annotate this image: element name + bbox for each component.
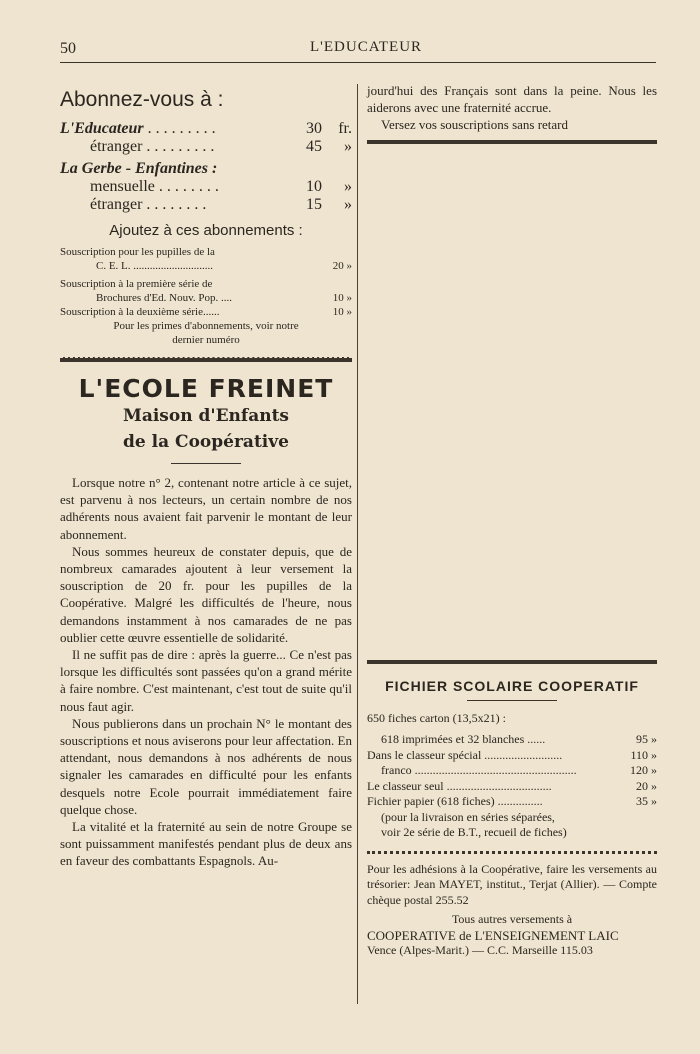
page-number: 50: [60, 40, 76, 57]
fichier-note: voir 2e série de B.T., recueil de fiches): [381, 825, 567, 840]
cooperative-name: COOPERATIVE de L'ENSEIGNEMENT LAIC: [367, 927, 619, 943]
primes-note: dernier numéro: [172, 334, 240, 346]
article-subtitle: Maison d'Enfants: [123, 406, 289, 426]
addon-line: Brochures d'Ed. Nouv. Pop. .... 10 »: [96, 292, 352, 304]
autres-versements: Tous autres versements à: [451, 912, 573, 927]
section-rule: [367, 660, 657, 664]
right-column: [367, 82, 657, 959]
article-paragraph: Nous sommes heureux de constater depuis, que de nombreux camarades ajoutent à leur versement la souscription de 20 fr. pour les pupilles de la Coopérative. Malgré les difficultés de l'heure, nous demandons instamment à nos camarades de ne pas oublier cette œuvre essentielle de solidarité.: [60, 543, 352, 645]
title-rule: [467, 700, 557, 701]
article-closing: Versez vos souscriptions sans retard: [381, 117, 569, 133]
article-paragraph: La vitalité et la fraternité au sein de notre Groupe se sont puissamment manifestés pendant plus de deux ans en faveur des combattants Espagnols. Au-: [60, 819, 352, 869]
journal-title: L'EDUCATEUR: [310, 39, 423, 55]
title-rule: [171, 463, 241, 464]
article-paragraph: Nous publierons dans un prochain N° le montant des souscriptions et nous aviserons pour leur affectation. En attendant, nous demandons à nos adhérents de nous signaler les camarades en difficulté pour les enfants desquels notre Ecole pourrait immédiatement faire quelque chose.: [60, 715, 352, 817]
addon-line: Souscription à la première série de: [60, 278, 213, 290]
subscription-line: étranger . . . . . . . . . 45 »: [90, 138, 352, 155]
article-continuation: jourd'hui des Français sont dans la peine. Nous les aiderons avec une fraternité accrue.: [367, 83, 657, 116]
subscriptions-title: Abonnez-vous à :: [60, 88, 224, 111]
addons-list: [60, 245, 352, 347]
dotted-rule: [367, 851, 657, 854]
subscription-line: L'Educateur . . . . . . . . . 30 fr.: [60, 120, 352, 137]
primes-note: Pour les primes d'abonnements, voir notre: [113, 320, 299, 332]
article-paragraph: Lorsque notre n° 2, contenant notre article à ce sujet, est parvenu à nos lecteurs, un certain nombre de nos adhérents nous avaient fait parvenir le montant de leur abonnement.: [60, 475, 352, 542]
article-paragraph: Il ne suffit pas de dire : après la guerre... Ce n'est pas lorsque les difficultés sont passées qu'on a grand mérite à faire nombre. C'est maintenant, c'est tout de suite qu'il nous faut agir.: [60, 647, 352, 714]
fichier-row: Le classeur seul ................................... 20 »: [367, 778, 657, 793]
article-title: L'ECOLE FREINET: [78, 374, 334, 403]
fichier-row: franco ...................................................... 120 »: [381, 763, 657, 778]
fichier-title: FICHIER SCOLAIRE COOPERATIF: [385, 677, 639, 694]
section-rule: [60, 357, 352, 362]
article-subtitle: de la Coopérative: [123, 432, 289, 452]
addon-line: C. E. L. ............................. 20 »: [96, 260, 352, 272]
addon-line: Souscription pour les pupilles de la: [60, 246, 215, 258]
left-column: [60, 84, 352, 870]
addon-line: Souscription à la deuxième série...... 10 »: [60, 306, 352, 318]
fichier-row: Dans le classeur spécial .......................... 110 »: [367, 747, 657, 762]
addons-title: Ajoutez à ces abonnements :: [109, 222, 303, 239]
adhesions-text: Pour les adhésions à la Coopérative, faire les versements au trésorier: Jean MAYET, institut., Terjat (Allier). — Compte chèque postal 255.52: [367, 861, 657, 907]
fichier-row: Fichier papier (618 fiches) ............... 35 »: [367, 794, 657, 809]
blank-area: [367, 144, 657, 660]
subscription-line: étranger . . . . . . . . 15 »: [90, 196, 352, 213]
fichier-intro: 650 fiches carton (13,5x21) :: [367, 710, 506, 725]
fichier-row: 618 imprimées et 32 blanches ...... 95 »: [381, 732, 657, 747]
cooperative-address: Vence (Alpes-Marit.) — C.C. Marseille 115.03: [367, 943, 593, 958]
header-rule: [60, 62, 656, 63]
column-divider: [357, 84, 358, 1004]
fichier-note: (pour la livraison en séries séparées,: [381, 809, 555, 824]
gerbe-label: La Gerbe - Enfantines :: [60, 160, 218, 177]
fichier-list: [367, 711, 657, 841]
subscription-line: mensuelle . . . . . . . . 10 »: [90, 178, 352, 195]
